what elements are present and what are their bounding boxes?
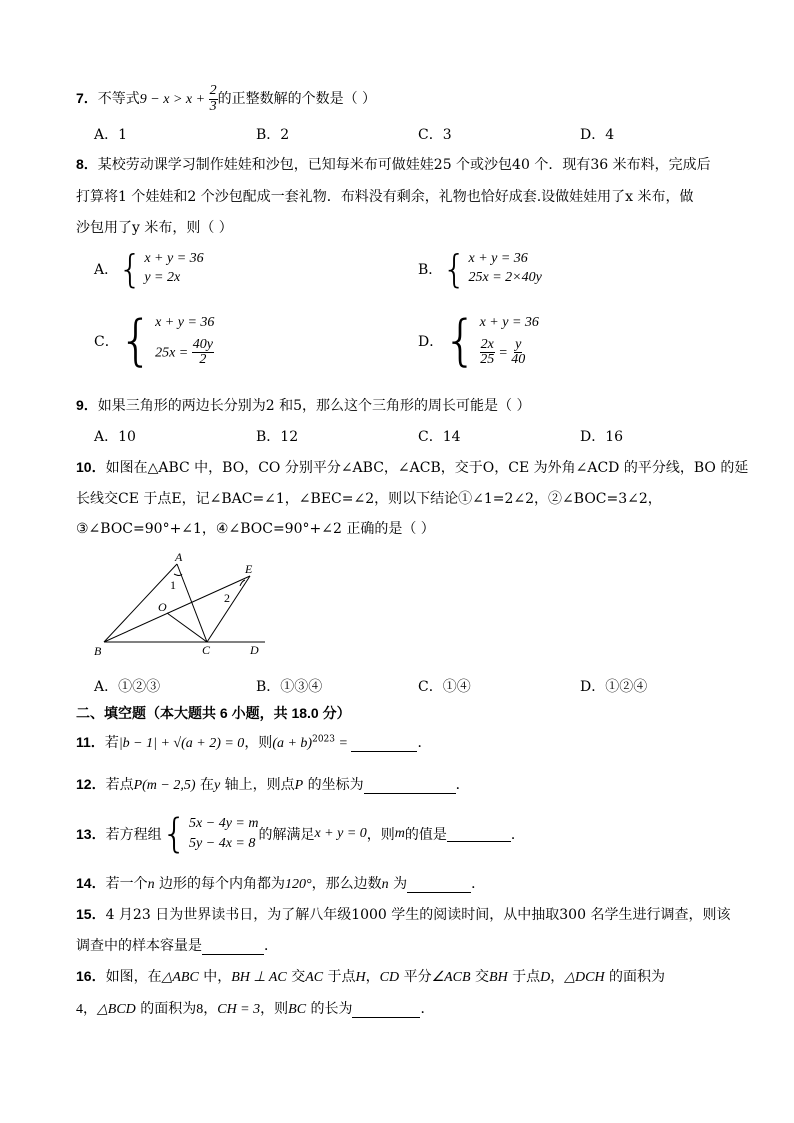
question-text: 不等式 xyxy=(97,91,140,108)
q8-option-b[interactable]: B． { x + y = 36 25x = 2×40y xyxy=(418,247,542,291)
q8-option-c[interactable]: C． { x + y = 36 25x = $\frac{40y}{2}$ xyxy=(94,309,215,372)
question-12: 12．若点P(m − 2,5) 在y 轴上，则点P 的坐标为 ． xyxy=(76,776,470,793)
question-15-line-1: 15．4 月23 日为世界读书日，为了解八年级1000 学生的阅读时间，从中抽取300 名学生进行调查，则该 xyxy=(76,906,731,923)
question-8-line-3: 沙包用了y 米布，则（ ） xyxy=(76,220,233,236)
question-number: 13． xyxy=(76,826,106,842)
label-d: D xyxy=(250,643,259,657)
label-o: O xyxy=(158,600,167,614)
question-10-line-1: 10．如图在△ABC 中，BO，CO 分别平分∠ABC，∠ACB，交于O，CE 为外角∠ACD 的平分线，BO 的延 xyxy=(76,459,749,476)
question-9: 9．如果三角形的两边长分别为2 和5，那么这个三角形的周长可能是（ ） xyxy=(76,397,531,414)
q10-option-a[interactable]: A．①②③ xyxy=(94,679,161,695)
q7-option-d[interactable]: D．4 xyxy=(580,127,615,143)
question-number: 11． xyxy=(76,734,105,750)
question-8-line-2: 打算将1 个娃娃和2 个沙包配成一套礼物．布料没有剩余，礼物也恰好成套.设做娃娃用了x 米布，做 xyxy=(76,189,694,205)
question-number: 14． xyxy=(76,875,106,891)
question-10-line-2: 长线交CE 于点E，记∠BAC=∠1，∠BEC=∠2，则以下结论①∠1=2∠2，②∠BOC=3∠2， xyxy=(76,491,662,507)
answer-blank[interactable] xyxy=(364,779,456,794)
triangle-figure xyxy=(90,550,275,660)
segment-ac xyxy=(177,564,207,642)
label-b: B xyxy=(94,644,102,658)
question-number: 8． xyxy=(76,156,98,172)
label-a: A xyxy=(175,550,183,564)
answer-blank[interactable] xyxy=(352,1003,420,1018)
label-angle-1: 1 xyxy=(170,578,176,592)
question-8-line-1: 8．某校劳动课学习制作娃娃和沙包，已知每米布可做娃娃25 个或沙包40 个．现有36 米布料，完成后 xyxy=(76,156,711,173)
answer-blank[interactable] xyxy=(447,827,511,842)
equation-system: { 5x − 4y = m 5y − 4x = 8 xyxy=(161,811,259,857)
q8-option-d[interactable]: D． { x + y = 36 $\frac{2x}{25}$ = $\frac{y}{40}$ xyxy=(418,309,539,372)
q7-option-c[interactable]: C．3 xyxy=(418,127,452,143)
answer-blank[interactable] xyxy=(351,737,417,752)
equation-system: { x + y = 36 y = 2x xyxy=(118,247,204,291)
q9-option-a[interactable]: A．10 xyxy=(94,429,136,445)
q9-option-d[interactable]: D．16 xyxy=(580,429,624,445)
question-16-line-2: 4，△BCD 的面积为8，CH = 3，则BC 的长为 ． xyxy=(76,1001,435,1017)
q9-option-b[interactable]: B．12 xyxy=(256,429,299,445)
question-13: 13． 若方程组 { 5x − 4y = m 5y − 4x = 8 的解满足 x + y = 0 ，则 m 的值是 ． xyxy=(76,811,525,857)
question-7 xyxy=(76,84,376,114)
equation-system: { x + y = 36 $\frac{2x}{25}$ = $\frac{y}{40}$ xyxy=(443,309,539,372)
q9-option-c[interactable]: C．14 xyxy=(418,429,461,445)
q8-option-a[interactable]: A． { x + y = 36 y = 2x xyxy=(94,247,204,291)
q10-option-d[interactable]: D．①②④ xyxy=(580,679,648,695)
question-number: 9． xyxy=(76,397,98,413)
question-number: 7． xyxy=(76,90,98,107)
question-text-end: 的正整数解的个数是（ ） xyxy=(217,91,377,108)
section-title: 二、填空题（本大题共 6 小题，共 18.0 分） xyxy=(76,705,351,721)
question-number: 16． xyxy=(76,968,106,984)
equation-system: { x + y = 36 25x = 2×40y xyxy=(442,247,542,291)
inequality-expression: 9 − x > x + xyxy=(139,92,209,108)
answer-blank[interactable] xyxy=(202,940,264,955)
label-e: E xyxy=(245,562,253,576)
label-c: C xyxy=(202,643,211,657)
q7-option-b[interactable]: B．2 xyxy=(256,127,290,143)
question-15-line-2: 调查中的样本容量是 ． xyxy=(76,938,278,954)
q10-option-c[interactable]: C．①④ xyxy=(418,679,471,695)
fraction: $\frac{2}{3}$ xyxy=(209,83,217,114)
question-number: 10． xyxy=(76,459,106,475)
question-number: 12． xyxy=(76,776,106,792)
equation: |b − 1| + √(a + 2) = 0 xyxy=(118,736,245,751)
question-11: 11．若|b − 1| + √(a + 2) = 0，则$(a + b)^{2023}$ = ． xyxy=(76,734,432,751)
answer-blank[interactable] xyxy=(407,878,471,893)
question-14: 14．若一个n 边形的每个内角都为120°，那么边数n 为 ． xyxy=(76,875,486,892)
question-number: 15． xyxy=(76,906,106,922)
question-16-line-1: 16．如图，在△ABC 中，BH ⊥ AC 交AC 于点H，CD 平分∠ACB 交BH 于点D，△DCH 的面积为 xyxy=(76,968,666,985)
equation-system: { x + y = 36 25x = $\frac{40y}{2}$ xyxy=(118,309,215,372)
q10-option-b[interactable]: B．①③④ xyxy=(256,679,323,695)
q7-option-a[interactable]: A．1 xyxy=(94,127,128,143)
label-angle-2: 2 xyxy=(224,591,230,605)
question-10-line-3: ③∠BOC=90°+∠1，④∠BOC=90°+∠2 正确的是（ ） xyxy=(76,521,435,537)
